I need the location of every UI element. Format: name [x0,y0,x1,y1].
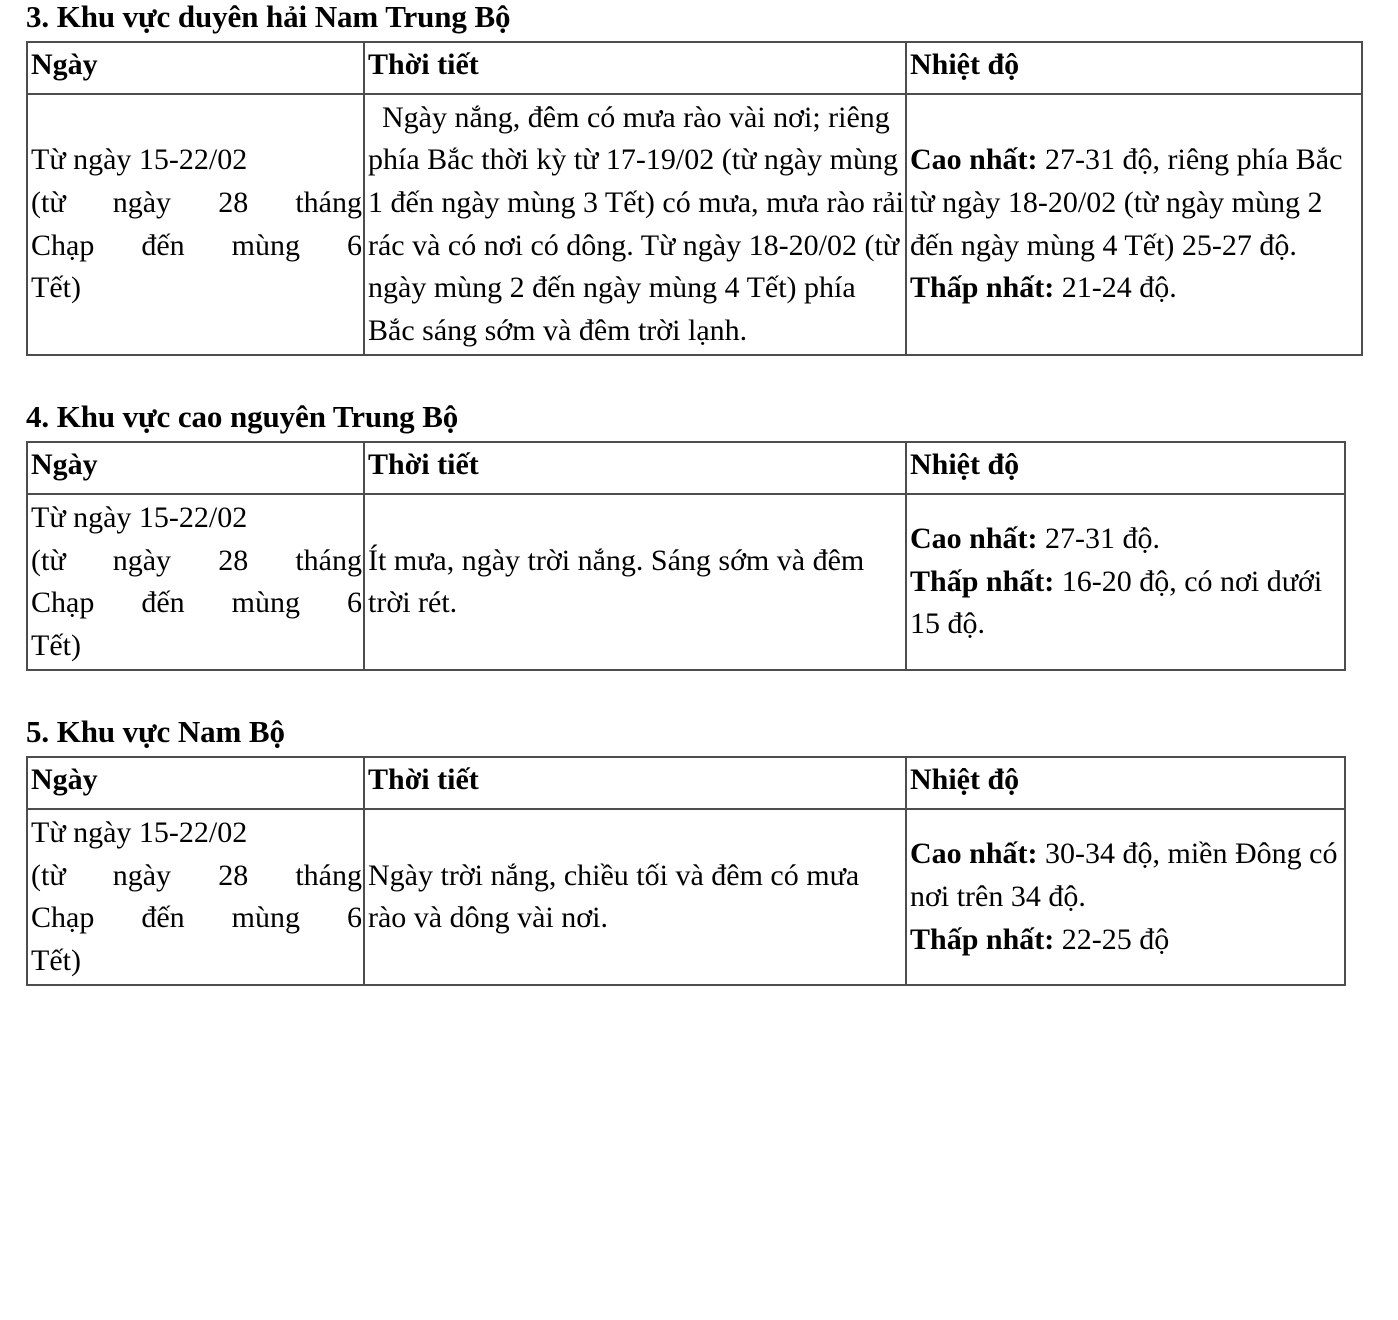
cell-temperature [906,94,1362,356]
temp-max-label: Cao nhất: [910,837,1038,871]
section-gap-4-5 [0,671,1398,715]
column-header-day: Ngày [27,42,364,94]
table-header-row [27,442,1345,494]
column-header-weather: Thời tiết [364,757,906,809]
day-line-3: Chạp đến mùng 6 [31,228,362,262]
table-header-row [27,757,1345,809]
cell-day-range [27,809,364,985]
column-header-weather: Thời tiết [364,42,906,94]
cell-temperature [906,494,1345,670]
temp-max-value: 30-34 độ, miền Đông có nơi trên 34 độ. [910,837,1338,913]
day-line-1: Từ ngày 15-22/02 [31,143,248,177]
temp-min-label: Thấp nhất: [910,271,1055,305]
temp-min-value: 21-24 độ. [1054,271,1177,305]
section-4 [0,400,1398,671]
column-header-day: Ngày [27,757,364,809]
table-row [27,94,1362,356]
table-row [27,809,1345,985]
section-gap-3-4 [0,356,1398,400]
cell-weather: Ngày trời nắng, chiều tối và đêm có mưa rào và dông vài nơi. [364,809,906,985]
section-3-table [26,41,1363,357]
day-line-2: (từ ngày 28 tháng [31,543,362,577]
cell-weather: Ngày nắng, đêm có mưa rào vài nơi; riêng phía Bắc thời kỳ từ 17-19/02 (từ ngày mùng 1 đến ngày mùng 3 Tết) có mưa, mưa rào rải rác và có nơi có dông. Từ ngày 18-20/02 (từ ngày mùng 2 đến ngày mùng 4 Tết) phía Bắc sáng sớm và đêm trời lạnh. [364,94,906,356]
temp-max-label: Cao nhất: [910,143,1038,177]
column-header-temperature: Nhiệt độ [906,42,1362,94]
day-line-3: Chạp đến mùng 6 [31,586,362,620]
day-line-4: Tết) [31,628,81,662]
table-row [27,494,1345,670]
day-line-4: Tết) [31,943,81,977]
column-header-day: Ngày [27,442,364,494]
section-5-table [26,756,1346,986]
section-4-table [26,441,1346,671]
temp-min-label: Thấp nhất: [910,564,1055,598]
temp-max-label: Cao nhất: [910,522,1038,556]
temp-min-value: 22-25 độ [1054,922,1170,956]
column-header-temperature: Nhiệt độ [906,442,1345,494]
column-header-weather: Thời tiết [364,442,906,494]
column-header-temperature: Nhiệt độ [906,757,1345,809]
temp-min-label: Thấp nhất: [910,922,1055,956]
section-3 [0,0,1398,356]
table-header-row [27,42,1362,94]
section-4-heading: 4. Khu vực cao nguyên Trung Bộ [26,399,459,435]
temp-min-value: 16-20 độ, có nơi dưới 15 độ. [910,564,1323,641]
section-5 [0,715,1398,986]
cell-day-range [27,494,364,670]
cell-day-range [27,94,364,356]
section-5-heading: 5. Khu vực Nam Bộ [26,714,285,750]
cell-weather: Ít mưa, ngày trời nắng. Sáng sớm và đêm trời rét. [364,494,906,670]
cell-temperature [906,809,1345,985]
day-line-1: Từ ngày 15-22/02 [31,501,248,534]
section-3-heading: 3. Khu vực duyên hải Nam Trung Bộ [26,0,511,34]
temp-max-value: 27-31 độ, riêng phía Bắc từ ngày 18-20/02 (từ ngày mùng 2 đến ngày mùng 4 Tết) 25-27 độ. [910,143,1343,262]
day-line-3: Chạp đến mùng 6 [31,901,362,935]
day-line-2: (từ ngày 28 tháng [31,858,362,892]
day-line-1: Từ ngày 15-22/02 [31,816,248,850]
day-line-4: Tết) [31,271,81,305]
temp-max-value: 27-31 độ. [1037,522,1161,556]
day-line-2: (từ ngày 28 tháng [31,185,362,219]
